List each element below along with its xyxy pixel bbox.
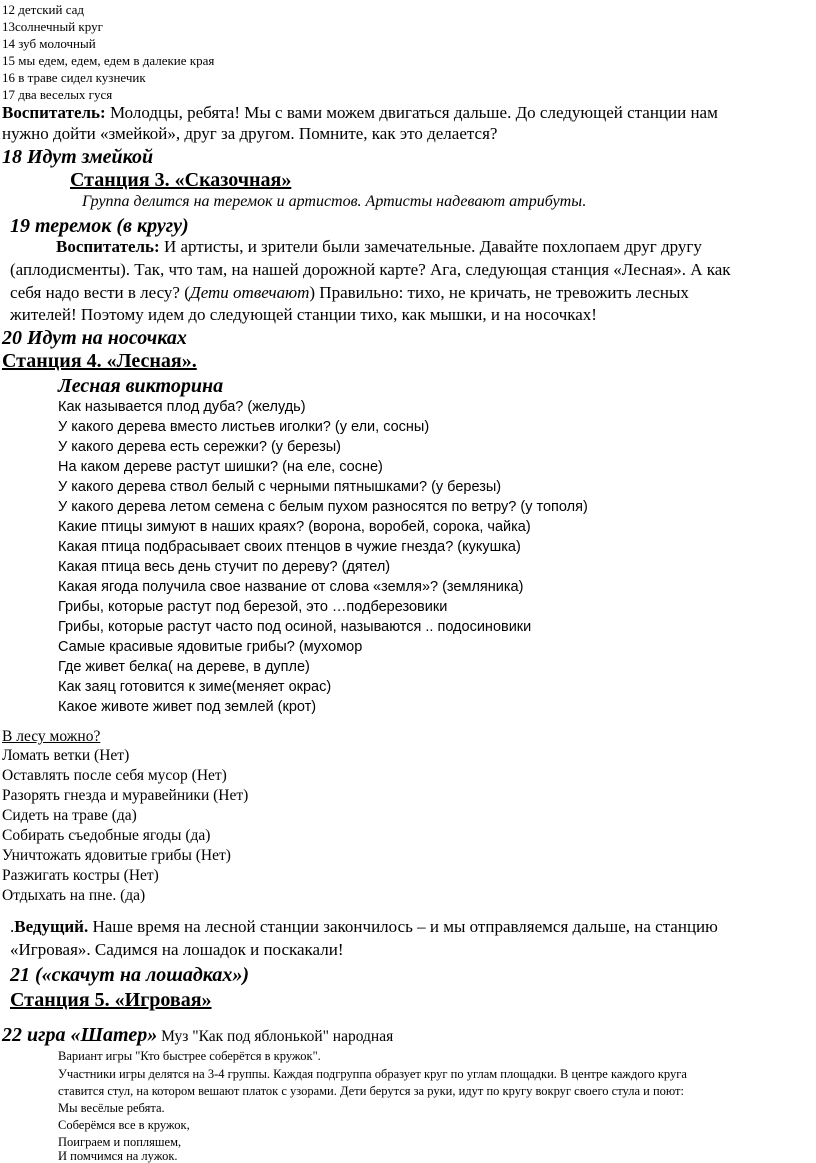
paragraph-line	[56, 238, 702, 255]
paragraph-line: .Ведущий. Наше время на лесной станции закончилось – и мы отправляемся дальше, на станцию	[10, 917, 718, 936]
game-text: Поиграем и попляшем,	[58, 1135, 182, 1149]
paragraph-line: жителей! Поэтому идем до следующей станции тихо, как мышки, и на носочках!	[10, 305, 597, 324]
speaker-label: Воспитатель:	[2, 103, 106, 122]
game-text: Соберёмся все в кружок,	[58, 1118, 190, 1132]
song-item: 14 зуб молочный	[2, 36, 96, 51]
paragraph-text: И артисты, и зрители были замечательные. Давайте похлопаем друг другу	[159, 237, 702, 256]
station-title: Станция 3. «Сказочная»	[70, 169, 292, 191]
quiz-question: Грибы, которые растут под березой, это …подберезовики	[58, 599, 448, 615]
paragraph-text: Наше время на лесной станции закончилось – и мы отправляемся дальше, на станцию	[88, 917, 718, 936]
paragraph-line: «Игровая». Садимся на лошадок и поскакали!	[10, 940, 344, 959]
game-text: И помчимся на лужок.	[58, 1149, 178, 1163]
song-item: 17 два веселых гуся	[2, 87, 113, 102]
rule-item: Разжигать костры (Нет)	[2, 867, 159, 884]
song-item: 15 мы едем, едем, едем в далекие края	[2, 53, 215, 68]
rule-item: Разорять гнезда и муравейники (Нет)	[2, 787, 249, 804]
quiz-question: Какая ягода получила свое название от слова «земля»? (земляника)	[58, 579, 524, 595]
rules-title: В лесу можно?	[2, 728, 101, 745]
rule-item: Ломать ветки (Нет)	[2, 747, 130, 764]
quiz-question: Какая птица весь день стучит по дереву? (дятел)	[58, 559, 391, 575]
quiz-question: На каком дереве растут шишки? (на еле, сосне)	[58, 459, 383, 475]
section-heading: 19 теремок (в кругу)	[10, 215, 189, 237]
station-title: Станция 5. «Игровая»	[10, 989, 212, 1011]
speaker-label: Воспитатель:	[56, 237, 160, 256]
quiz-question: Где живет белка( на дереве, в дупле)	[58, 659, 310, 675]
quiz-question: Какое животе живет под землей (крот)	[58, 699, 317, 715]
song-item: 13солнечный круг	[2, 19, 103, 34]
game-text: Вариант игры "Кто быстрее соберётся в кружок".	[58, 1049, 321, 1063]
paragraph-line: (аплодисменты). Так, что там, на нашей дорожной карте? Ага, следующая станция «Лесная». А как	[10, 260, 731, 279]
rule-item: Отдыхать на пне. (да)	[2, 887, 146, 904]
quiz-question: У какого дерева ствол белый с черными пятнышками? (у березы)	[58, 479, 502, 495]
game-text: ставится стул, на котором вешают платок с узорами. Дети берутся за руки, идут по кругу вокруг своего стула и поют:	[58, 1084, 684, 1098]
quiz-question: Самые красивые ядовитые грибы? (мухомор	[58, 639, 363, 655]
quiz-question: Как называется плод дуба? (желудь)	[58, 399, 306, 415]
section-heading: 18 Идут змейкой	[2, 146, 154, 168]
rule-item: Уничтожать ядовитые грибы (Нет)	[2, 847, 231, 864]
quiz-question: Грибы, которые растут часто под осиной, называются .. подосиновики	[58, 619, 532, 635]
quiz-title: Лесная викторина	[58, 375, 224, 397]
quiz-question: У какого дерева летом семена с белым пухом разносятся по ветру? (у тополя)	[58, 499, 588, 515]
quiz-question: Как заяц готовится к зиме(меняет окрас)	[58, 679, 332, 695]
game-text: Мы весёлые ребята.	[58, 1101, 165, 1115]
song-item: 16 в траве сидел кузнечик	[2, 70, 146, 85]
rule-item: Собирать съедобные ягоды (да)	[2, 827, 211, 844]
paragraph-line	[2, 104, 718, 121]
quiz-question: Какие птицы зимуют в наших краях? (ворона, воробей, сорока, чайка)	[58, 519, 531, 535]
paragraph-text: Молодцы, ребята! Мы с вами можем двигаться дальше. До следующей станции нам	[105, 103, 718, 122]
quiz-question: У какого дерева есть сережки? (у березы)	[58, 439, 341, 455]
song-item: 12 детский сад	[2, 2, 85, 17]
quiz-question: Какая птица подбрасывает своих птенцов в чужие гнезда? (кукушка)	[58, 539, 521, 555]
quiz-question: У какого дерева вместо листьев иголки? (у ели, сосны)	[58, 419, 430, 435]
paragraph-line: нужно дойти «змейкой», друг за другом. Помните, как это делается?	[2, 124, 498, 143]
section-heading: 20 Идут на носочках	[2, 327, 187, 349]
paragraph-line: себя надо вести в лесу? (Дети отвечают) Правильно: тихо, не кричать, не тревожить лесных	[10, 283, 689, 302]
rule-item: Сидеть на траве (да)	[2, 807, 137, 824]
rule-item: Оставлять после себя мусор (Нет)	[2, 767, 227, 784]
station-title: Станция 4. «Лесная».	[2, 350, 197, 372]
game-heading: 22 игра «Шатер» Муз "Как под яблонькой" народная	[2, 1024, 394, 1046]
speaker-label: Ведущий.	[14, 917, 89, 936]
station-note: Группа делится на теремок и артистов. Артисты надевают атрибуты.	[82, 193, 587, 210]
section-heading: 21 («скачут на лошадках»)	[10, 964, 250, 986]
game-text: Участники игры делятся на 3-4 группы. Каждая подгруппа образует круг по углам площадки. В центре каждого круга	[58, 1067, 687, 1081]
